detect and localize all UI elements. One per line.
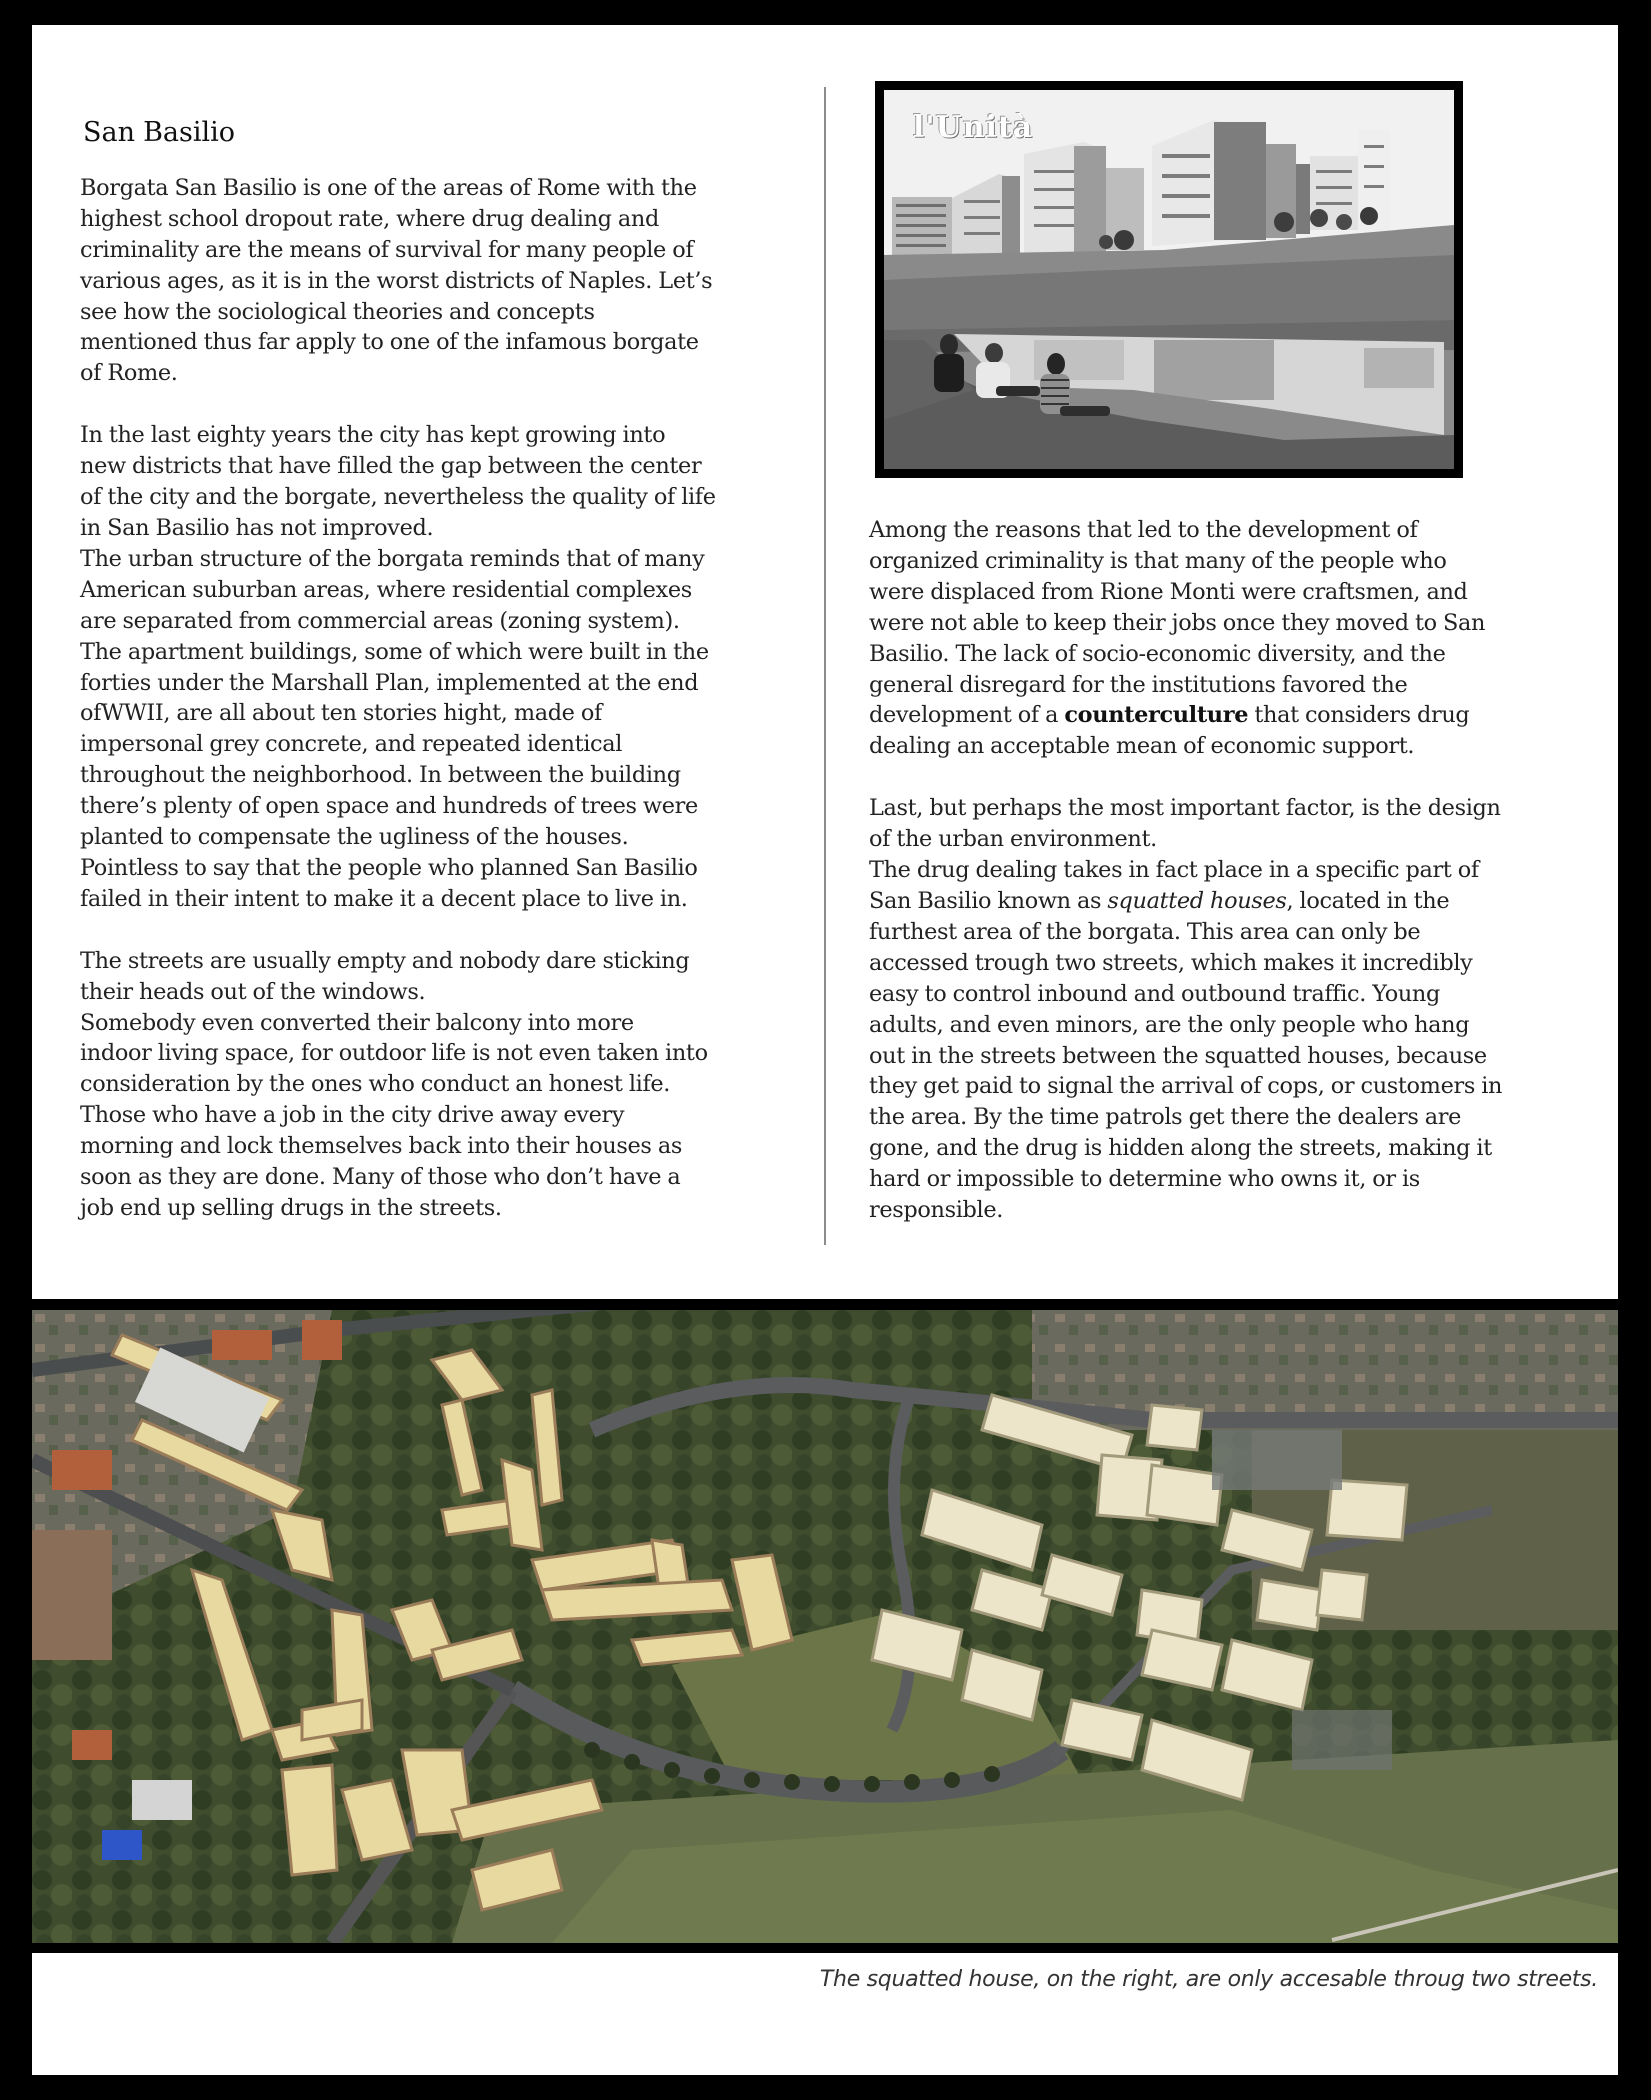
text-fragment: that considers drug xyxy=(1248,702,1470,729)
text-line: Somebody even converted their balcony into more xyxy=(80,1009,634,1036)
aerial-photo-illustration xyxy=(32,1310,1618,1943)
text-line: indoor living space, for outdoor life is not even taken into xyxy=(80,1040,708,1067)
text-fragment: San Basilio known as xyxy=(869,887,1108,914)
text-line: Basilio. The lack of socio-economic diversity, and the xyxy=(869,640,1446,667)
text-line: dealing an acceptable mean of economic support. xyxy=(869,733,1415,760)
text-line: failed in their intent to make it a decent place to live in. xyxy=(80,885,688,912)
right-column xyxy=(869,515,1589,1257)
text-line: their heads out of the windows. xyxy=(80,978,426,1005)
text-line: of the urban environment. xyxy=(869,826,1157,853)
text-line: Last, but perhaps the most important factor, is the design xyxy=(869,795,1501,822)
paragraph-urban-structure xyxy=(80,420,800,915)
column-divider xyxy=(824,87,826,1245)
text-line: soon as they are done. Many of those who don’t have a xyxy=(80,1164,681,1191)
text-line: criminality are the means of survival for many people of xyxy=(80,236,694,263)
paragraph-intro xyxy=(80,173,800,389)
text-line: the area. By the time patrols get there the dealers are xyxy=(869,1104,1462,1131)
text-line: of Rome. xyxy=(80,360,178,387)
text-line: American suburban areas, where residential complexes xyxy=(80,576,692,603)
text-line: adults, and even minors, are the only people who hang xyxy=(869,1011,1470,1038)
text-line: of the city and the borgate, nevertheless the quality of life xyxy=(80,484,716,511)
text-line: Borgata San Basilio is one of the areas of Rome with the xyxy=(80,174,697,201)
paragraph-counterculture xyxy=(869,515,1589,762)
text-line: organized criminality is that many of the people who xyxy=(869,547,1447,574)
text-line: planted to compensate the ugliness of the houses. xyxy=(80,824,629,851)
emphasized-term: counterculture xyxy=(1064,702,1249,729)
text-line: The apartment buildings, some of which were built in the xyxy=(80,638,709,665)
text-line: Those who have a job in the city drive away every xyxy=(80,1102,625,1129)
text-line: easy to control inbound and outbound traffic. Young xyxy=(869,980,1440,1007)
text-line xyxy=(869,700,1589,731)
text-line: responsible. xyxy=(869,1197,1003,1224)
italic-term: squatted houses xyxy=(1107,887,1287,914)
text-line: job end up selling drugs in the streets. xyxy=(80,1195,502,1221)
text-line: are separated from commercial areas (zoning system). xyxy=(80,607,680,634)
text-line: impersonal grey concrete, and repeated identical xyxy=(80,731,623,758)
text-line: various ages, as it is in the worst districts of Naples. Let’s xyxy=(80,267,713,294)
text-line: mentioned thus far apply to one of the infamous borgate xyxy=(80,329,699,356)
text-line: forties under the Marshall Plan, implemented at the end xyxy=(80,669,699,696)
text-line: there’s plenty of open space and hundreds of trees were xyxy=(80,793,698,820)
paragraph-urban-design xyxy=(869,793,1589,1226)
text-line: furthest area of the borgata. This area can only be xyxy=(869,918,1421,945)
text-line: new districts that have filled the gap between the center xyxy=(80,453,702,480)
text-line: they get paid to signal the arrival of cops, or customers in xyxy=(869,1073,1503,1100)
text-line: The drug dealing takes in fact place in a specific part of xyxy=(869,857,1479,884)
text-line: morning and lock themselves back into their houses as xyxy=(80,1133,682,1160)
text-line: were displaced from Rione Monti were craftsmen, and xyxy=(869,578,1468,605)
text-line: Among the reasons that led to the development of xyxy=(869,517,1418,543)
text-line: in San Basilio has not improved. xyxy=(80,514,434,541)
historic-photo xyxy=(884,90,1454,469)
text-fragment: , located in the xyxy=(1286,887,1450,914)
newspaper-watermark: l'Unità xyxy=(913,110,1034,145)
text-line: gone, and the drug is hidden along the streets, making it xyxy=(869,1135,1492,1162)
text-line: consideration by the ones who conduct an honest life. xyxy=(80,1071,671,1098)
text-line: accessed trough two streets, which makes it incredibly xyxy=(869,949,1473,976)
historic-photo-frame xyxy=(875,81,1463,478)
historic-photo-illustration xyxy=(884,90,1454,469)
paragraph-streets xyxy=(80,946,800,1224)
text-line: general disregard for the institutions favored the xyxy=(869,671,1408,698)
text-line: Pointless to say that the people who planned San Basilio xyxy=(80,854,698,881)
text-line: out in the streets between the squatted houses, because xyxy=(869,1042,1487,1069)
left-column xyxy=(80,118,800,1255)
text-line xyxy=(869,886,1589,917)
text-line: were not able to keep their jobs once they moved to San xyxy=(869,609,1486,636)
text-line: see how the sociological theories and concepts xyxy=(80,298,595,325)
caption-area xyxy=(32,1953,1618,2075)
text-line: The urban structure of the borgata reminds that of many xyxy=(80,545,705,572)
aerial-photo-caption: The squatted house, on the right, are only accesable throug two streets. xyxy=(819,1967,1598,1992)
text-line: ofWWII, are all about ten stories hight, made of xyxy=(80,700,602,727)
text-line: hard or impossible to determine who owns it, or is xyxy=(869,1166,1420,1193)
aerial-photo xyxy=(32,1310,1618,1943)
text-line: throughout the neighborhood. In between the building xyxy=(80,762,681,789)
text-line: highest school dropout rate, where drug dealing and xyxy=(80,205,659,232)
text-fragment: development of a xyxy=(869,702,1065,729)
text-line: The streets are usually empty and nobody dare sticking xyxy=(80,947,690,974)
text-line: In the last eighty years the city has kept growing into xyxy=(80,422,666,449)
article-title: San Basilio xyxy=(83,117,236,148)
